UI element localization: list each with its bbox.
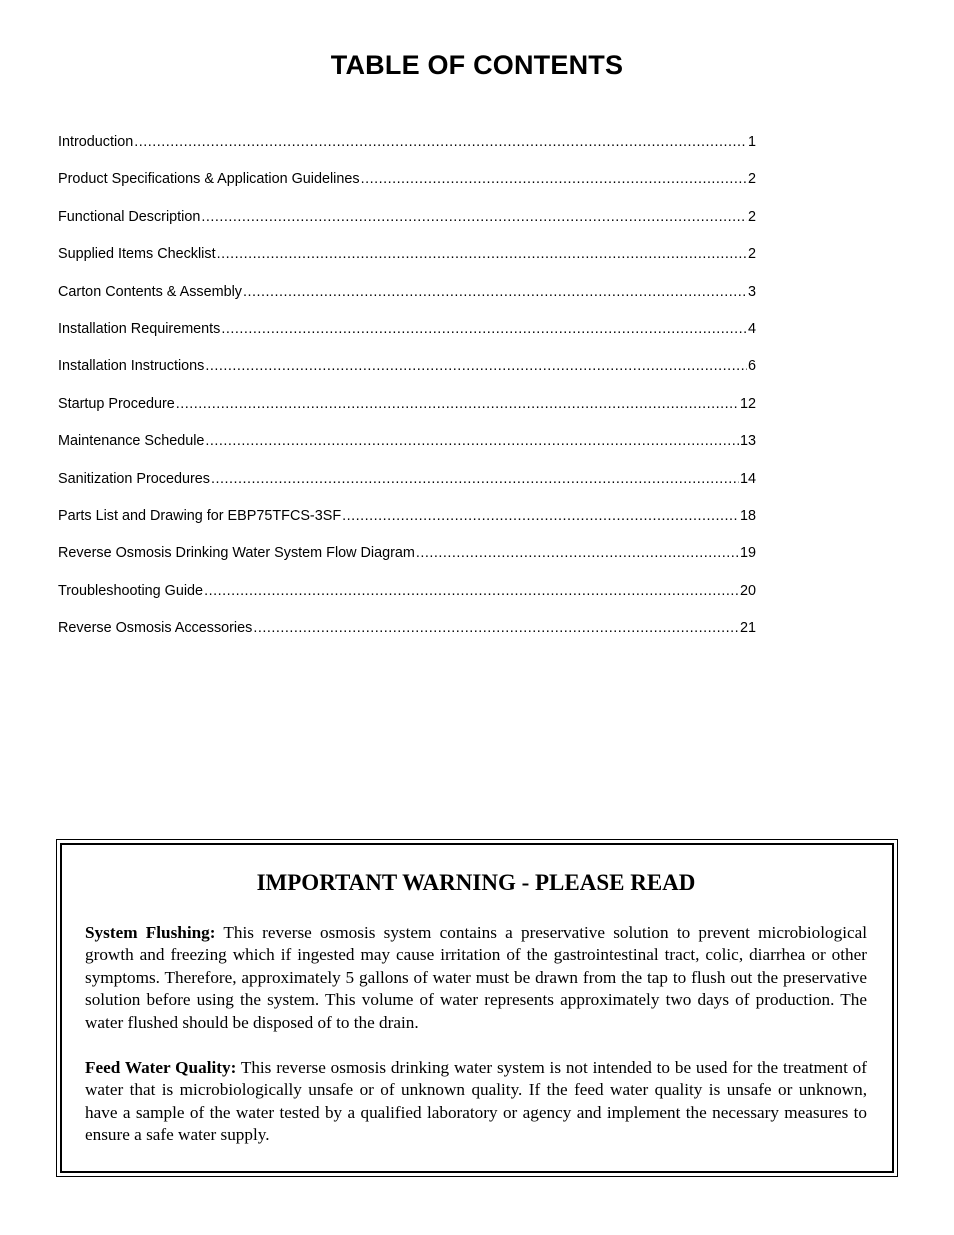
toc-dot-leader <box>253 620 739 636</box>
toc-entry-label: Troubleshooting Guide <box>58 582 204 599</box>
toc-entry[interactable] <box>58 471 756 508</box>
toc-entry[interactable] <box>58 583 756 620</box>
warning-box <box>56 839 898 1177</box>
toc-dot-leader <box>201 209 747 225</box>
toc-entry[interactable] <box>58 246 756 283</box>
toc-entry-label: Installation Requirements <box>58 320 221 337</box>
warning-paragraph-text: This reverse osmosis drinking water system is not intended to be used for the treatment of water that is microbiologically unsafe or of unknown quality. If the feed water quality is unsafe or unknown, have a sample of the water tested by a qualified laboratory or agency and implement the necessary measures to ensure a safe water supply. <box>85 1058 868 1145</box>
warning-paragraph-system-flushing <box>85 922 867 1034</box>
toc-entry-label: Parts List and Drawing for EBP75TFCS-3SF <box>58 507 342 524</box>
toc-dot-leader <box>416 545 739 561</box>
toc-dot-leader <box>205 358 747 374</box>
toc-entry-label: Startup Procedure <box>58 395 175 412</box>
toc-list <box>58 134 756 657</box>
toc-entry-page: 20 <box>739 582 756 599</box>
page-title: TABLE OF CONTENTS <box>330 50 624 80</box>
toc-entry-page: 4 <box>747 320 756 337</box>
toc-entry[interactable] <box>58 396 756 433</box>
toc-entry[interactable] <box>58 545 756 582</box>
toc-entry[interactable] <box>58 134 756 171</box>
toc-entry-page: 19 <box>739 545 756 562</box>
toc-entry[interactable] <box>58 171 756 208</box>
toc-entry-label: Carton Contents & Assembly <box>58 283 242 300</box>
toc-entry-page: 18 <box>739 507 756 524</box>
toc-entry-page: 6 <box>747 358 756 375</box>
toc-entry-label: Supplied Items Checklist <box>58 246 216 263</box>
toc-dot-leader <box>217 246 747 262</box>
toc-entry[interactable] <box>58 284 756 321</box>
toc-entry[interactable] <box>58 358 756 395</box>
toc-entry-page: 3 <box>747 283 756 300</box>
warning-box-inner <box>60 843 894 1173</box>
toc-entry-page: 13 <box>739 433 756 450</box>
toc-entry[interactable] <box>58 433 756 470</box>
toc-dot-leader <box>211 471 739 487</box>
toc-entry-label: Maintenance Schedule <box>58 433 205 450</box>
toc-entry-label: Reverse Osmosis Accessories <box>58 620 253 637</box>
toc-dot-leader <box>221 321 747 337</box>
toc-entry-label: Reverse Osmosis Drinking Water System Flow Diagram <box>58 545 415 562</box>
toc-dot-leader <box>342 508 739 524</box>
toc-dot-leader <box>205 433 739 449</box>
warning-paragraph-lead: System Flushing: <box>85 923 216 942</box>
toc-dot-leader <box>361 171 747 187</box>
toc-entry-page: 12 <box>739 395 756 412</box>
toc-entry-page: 2 <box>747 208 756 225</box>
toc-entry-label: Introduction <box>58 134 134 150</box>
toc-entry-label: Functional Description <box>58 208 201 225</box>
warning-paragraph-feed-water-quality <box>85 1057 867 1147</box>
toc-dot-leader <box>243 284 747 300</box>
warning-paragraph-lead: Feed Water Quality: <box>85 1058 237 1078</box>
toc-entry-page: 14 <box>739 470 756 487</box>
toc-entry-label: Installation Instructions <box>58 358 205 375</box>
warning-paragraph-text: This reverse osmosis system contains a preservative solution to prevent microbiological growth and freezing which if ingested may cause irritation of the gastrointestinal tract, colic, diarrhea or other symptoms. Therefore, approximately 5 gallons of water must be drawn from the tap to flush out the preservative solution before using the system. This volume of water represents approximately two days of production. The water flushed should be disposed of to the drain. <box>85 923 868 1032</box>
toc-entry[interactable] <box>58 508 756 545</box>
toc-dot-leader <box>176 396 739 412</box>
toc-entry[interactable] <box>58 620 756 657</box>
toc-entry[interactable] <box>58 321 756 358</box>
warning-title: IMPORTANT WARNING - PLEASE READ <box>256 870 696 895</box>
toc-dot-leader <box>204 583 739 599</box>
toc-entry-page: 1 <box>747 134 756 150</box>
toc-entry-page: 21 <box>739 620 756 637</box>
toc-dot-leader <box>134 134 747 150</box>
toc-entry-page: 2 <box>747 246 756 263</box>
toc-entry-label: Sanitization Procedures <box>58 470 210 487</box>
toc-entry-label: Product Specifications & Application Guidelines <box>58 171 360 188</box>
toc-entry-page: 2 <box>747 171 756 188</box>
toc-entry[interactable] <box>58 209 756 246</box>
